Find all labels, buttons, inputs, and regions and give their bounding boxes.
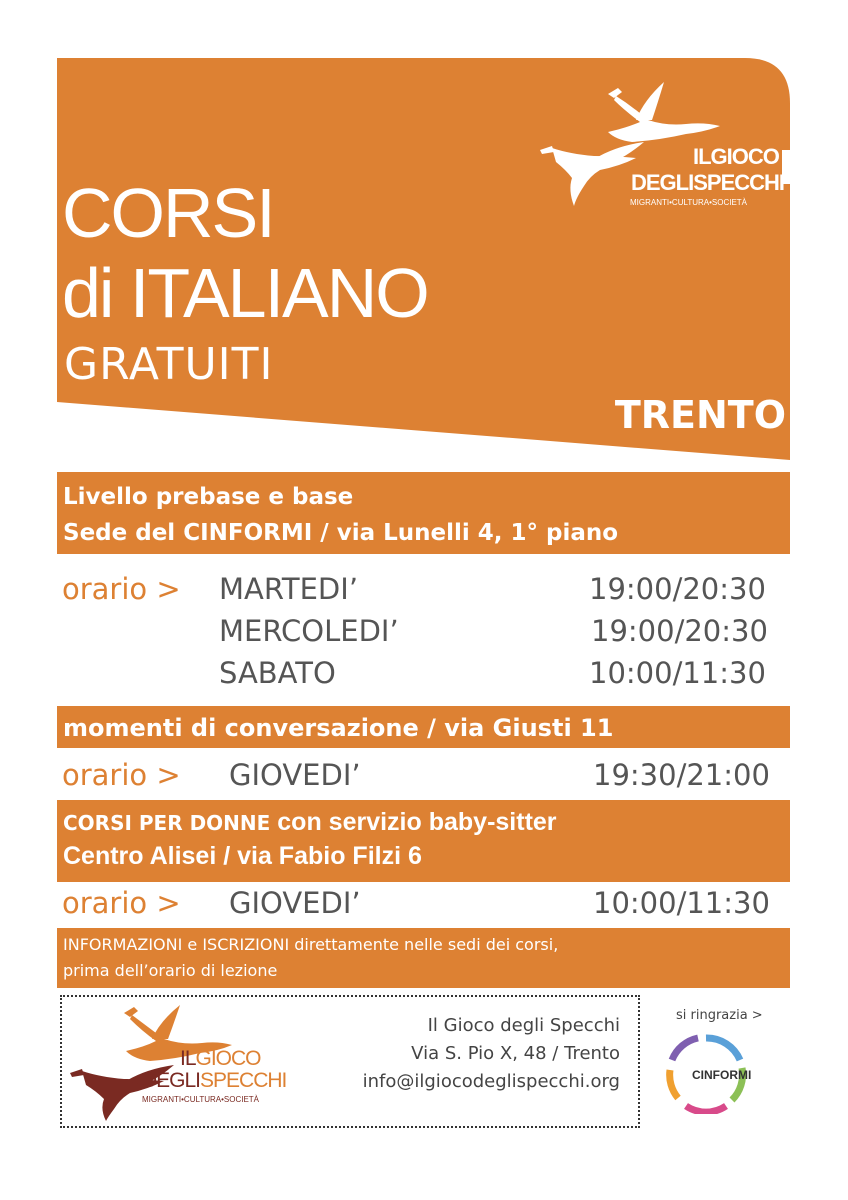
section3-title-a: CORSI PER DONNE [63,811,271,835]
section1-time-3: 10:00/11:30 [589,656,766,690]
info-line2: prima dell’orario di lezione [63,961,278,980]
section2-orario-label: orario > [62,758,181,792]
footer-logo-line2 [142,1069,286,1093]
title-gratuiti: GRATUITI [64,339,274,390]
info-line1: INFORMAZIONI e ISCRIZIONI direttamente nelle sedi dei corsi, [63,935,559,954]
footer-logo-specchi: SPECCHI [200,1069,287,1092]
footer-logo-il: IL [180,1047,196,1070]
section3-band [57,800,790,882]
section1-time-1: 19:00/20:30 [589,572,766,606]
section3-location: Centro Alisei / via Fabio Filzi 6 [63,842,422,870]
footer-logo-degli: DEGLI [142,1069,201,1092]
section1-level: Livello prebase e base [63,484,354,510]
section1-time-2: 19:00/20:30 [591,614,768,648]
thanks-label: si ringrazia > [676,1008,763,1023]
header-logo-tagline: MIGRANTI•CULTURA•SOCIETÀ [630,198,748,207]
title-corsi: CORSI [62,174,274,252]
section2-time: 19:30/21:00 [593,758,770,792]
header-logo-line2: DEGLISPECCHI [631,170,785,195]
section1-day-1: MARTEDI’ [219,572,359,606]
section3-title [63,808,557,837]
section3-time: 10:00/11:30 [593,886,770,920]
title-italiano: di ITALIANO [62,254,428,332]
section1-location: Sede del CINFORMI / via Lunelli 4, 1° piano [63,520,619,546]
footer-email[interactable]: info@ilgiocodeglispecchi.org [362,1071,620,1092]
footer-logo-gioco: GIOCO [195,1047,261,1070]
info-band [57,928,790,988]
section3-title-b: con servizio baby-sitter [270,808,557,836]
section3-day: GIOVEDI’ [229,886,361,920]
cinformi-label: CINFORMI [692,1068,752,1082]
section1-orario-label: orario > [62,572,181,606]
section1-band [57,472,790,554]
section2-day: GIOVEDI’ [229,758,361,792]
city-label: TRENTO [614,393,786,437]
footer-logo-line1 [180,1047,261,1071]
footer-logo-tagline: MIGRANTI•CULTURA•SOCIETÀ [142,1095,260,1104]
section2-band [57,706,790,748]
footer-address: Via S. Pio X, 48 / Trento [411,1043,620,1064]
footer-contact-box [60,995,640,1128]
section1-day-3: SABATO [219,656,336,690]
footer-org-name: Il Gioco degli Specchi [427,1015,620,1036]
section3-orario-label: orario > [62,886,181,920]
section1-day-2: MERCOLEDI’ [219,614,399,648]
section2-title: momenti di conversazione / via Giusti 11 [63,714,614,742]
header-logo-line1: ILGIOCO [693,144,779,169]
